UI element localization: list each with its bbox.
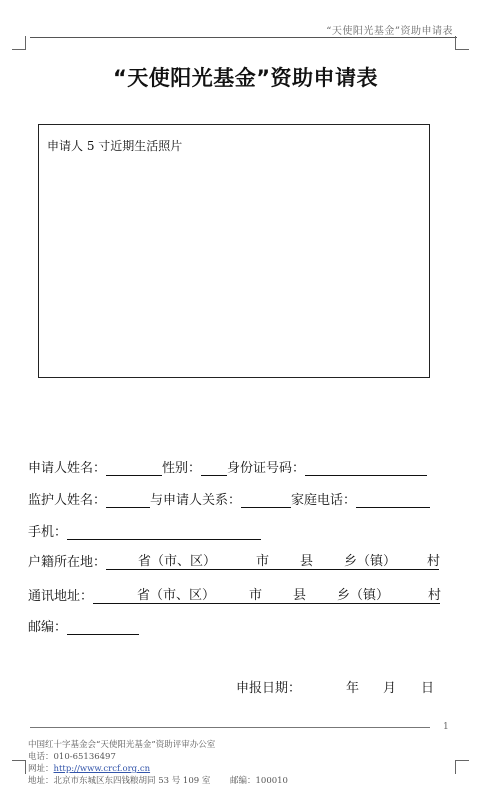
row-mailing-address	[28, 585, 440, 604]
mailing-county: 县	[293, 588, 307, 603]
mailing-village: 村	[428, 588, 442, 603]
row-mobile	[28, 521, 261, 540]
home-phone-label: 家庭电话：	[291, 493, 357, 508]
household-province: 省（市、区）	[138, 554, 217, 569]
household-county: 县	[300, 554, 314, 569]
relation-field[interactable]	[241, 493, 291, 508]
report-date-label: 申报日期：	[236, 681, 302, 696]
mobile-field[interactable]	[67, 525, 261, 540]
id-number-field[interactable]	[305, 461, 427, 476]
footer-address: 地址：北京市东城区东四钱粮胡同 53 号 109 室	[28, 776, 211, 786]
gender-field[interactable]	[201, 461, 227, 476]
report-date	[236, 677, 436, 696]
header-rule	[30, 37, 457, 38]
photo-label: 申请人 5 寸近期生活照片	[47, 139, 183, 153]
report-date-month: 月	[383, 681, 397, 696]
postcode-label: 邮编：	[28, 620, 68, 635]
crop-mark-top-right	[455, 36, 469, 50]
row-household-address	[28, 551, 439, 570]
crop-mark-bottom-left	[12, 760, 26, 774]
mobile-label: 手机：	[28, 525, 68, 540]
mailing-township: 乡（镇）	[337, 588, 390, 603]
household-address-label: 户籍所在地：	[28, 555, 107, 570]
row-postcode	[28, 616, 139, 635]
row-guardian	[28, 489, 430, 508]
household-address-field[interactable]	[106, 555, 439, 570]
household-township: 乡（镇）	[344, 554, 397, 569]
row-applicant	[28, 457, 427, 476]
gender-label: 性别：	[162, 461, 202, 476]
id-number-label: 身份证号码：	[227, 461, 306, 476]
report-date-day: 日	[421, 681, 435, 696]
postcode-field[interactable]	[67, 620, 139, 635]
mailing-city: 市	[249, 588, 263, 603]
mailing-address-label: 通讯地址：	[28, 589, 94, 604]
applicant-name-label: 申请人姓名：	[28, 461, 107, 476]
mailing-province: 省（市、区）	[137, 588, 216, 603]
crop-mark-top-left	[12, 36, 26, 50]
guardian-name-label: 监护人姓名：	[28, 493, 107, 508]
running-header: “天使阳光基金”资助申请表	[326, 26, 453, 37]
footer-rule	[30, 727, 430, 728]
report-date-year: 年	[346, 681, 360, 696]
document-title: “天使阳光基金”资助申请表	[112, 66, 379, 90]
footer-phone: 电话：010-65136497	[28, 752, 116, 762]
footer-website-label: 网址：	[28, 764, 54, 774]
crop-mark-bottom-right	[455, 760, 469, 774]
home-phone-field[interactable]	[356, 493, 430, 508]
footer-website-link[interactable]: http://www.crcf.org.cn	[53, 764, 151, 774]
photo-placeholder-box	[38, 124, 430, 378]
applicant-name-field[interactable]	[106, 461, 162, 476]
household-city: 市	[256, 554, 270, 569]
guardian-name-field[interactable]	[106, 493, 150, 508]
relation-label: 与申请人关系：	[150, 493, 242, 508]
household-village: 村	[427, 554, 441, 569]
footer-postcode: 邮编：100010	[230, 776, 288, 786]
footer-org: 中国红十字基金会“天使阳光基金”资助评审办公室	[28, 740, 216, 750]
page-number: 1	[443, 722, 449, 732]
mailing-address-field[interactable]	[93, 589, 440, 604]
footer-website-line	[28, 762, 150, 774]
